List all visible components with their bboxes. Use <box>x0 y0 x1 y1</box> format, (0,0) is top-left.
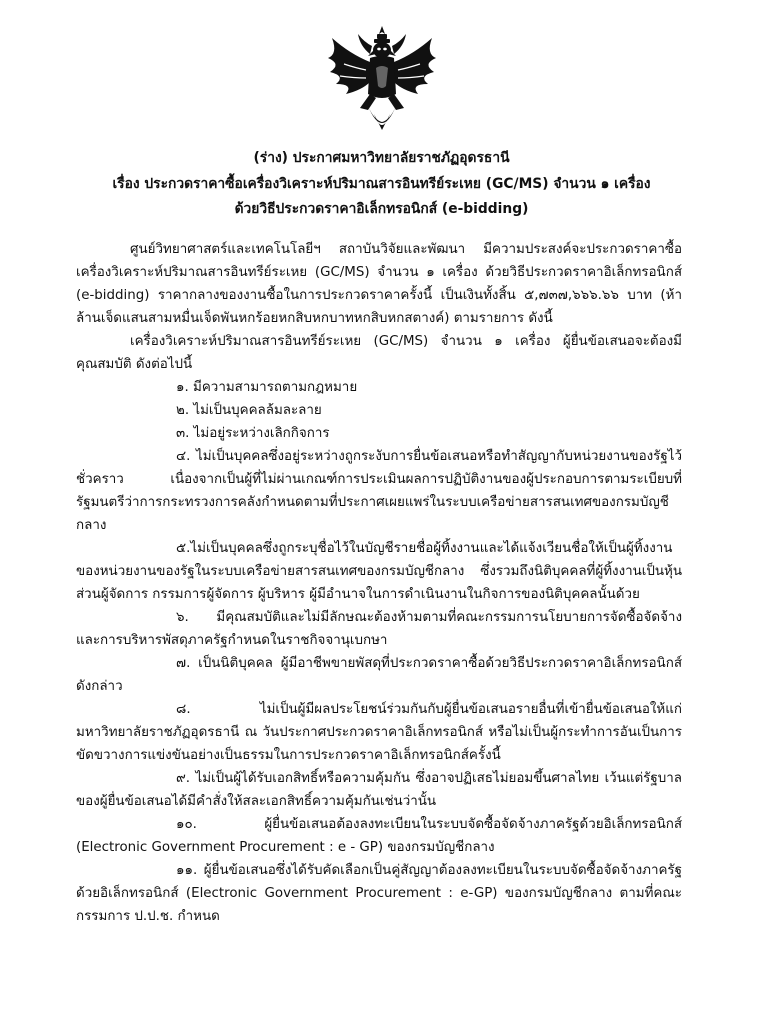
qualification-item-8: ๘. ไม่เป็นผู้มีผลประโยชน์ร่วมกันกับผู้ยื่นข้อเสนอรายอื่นที่เข้ายื่นข้อเสนอให้แก่มหาวิทยาลัยราชภัฏอุดรธานี ณ วันประกาศประกวดราคาอิเล็กทรอนิกส์ หรือไม่เป็นผู้กระทำการอันเป็นการขัดขวางการแข่งขันอย่างเป็นธรรมในการประกวดราคาอิเล็กทรอนิกส์ครั้งนี้ <box>76 702 682 763</box>
qualification-item-2: ๒. ไม่เป็นบุคคลล้มละลาย <box>176 403 322 418</box>
title-line-1: (ร่าง) ประกาศมหาวิทยาลัยราชภัฏอุดรธานี <box>253 150 510 166</box>
qualification-item-5: ๕.ไม่เป็นบุคคลซึ่งถูกระบุชื่อไว้ในบัญชีรายชื่อผู้ทิ้งงานและได้แจ้งเวียนชื่อให้เป็นผู้ทิ้งงานของหน่วยงานของรัฐในระบบเครือข่ายสารสนเทศของกรมบัญชีกลาง ซึ่งรวมถึงนิติบุคคลที่ผู้ทิ้งงานเป็นหุ้นส่วนผู้จัดการ กรรมการผู้จัดการ ผู้บริหาร ผู้มีอำนาจในการดำเนินงานในกิจการของนิติบุคคลนั้นด้วย <box>76 541 682 602</box>
qualification-item-10: ๑๐. ผู้ยื่นข้อเสนอต้องลงทะเบียนในระบบจัดซื้อจัดจ้างภาครัฐด้วยอิเล็กทรอนิกส์ (Electronic Government Procurement : e - GP) ของกรมบัญชีกลาง <box>76 817 682 855</box>
document-body <box>76 238 682 928</box>
qualification-item-7: ๗. เป็นนิติบุคคล ผู้มีอาชีพขายพัสดุที่ประกวดราคาซื้อด้วยวิธีประกวดราคาอิเล็กทรอนิกส์ดังกล่าว <box>76 656 682 694</box>
garuda-emblem-icon <box>324 24 440 140</box>
qualification-item-1: ๑. มีความสามารถตามกฎหมาย <box>176 380 358 395</box>
qualification-item-6: ๖. มีคุณสมบัติและไม่มีลักษณะต้องห้ามตามที่คณะกรรมการนโยบายการจัดซื้อจัดจ้างและการบริหารพัสดุภาครัฐกำหนดในราชกิจจานุเบกษา <box>76 610 682 648</box>
title-line-3: ด้วยวิธีประกวดราคาอิเล็กทรอนิกส์ (e-bidding) <box>234 201 529 217</box>
qualification-item-11: ๑๑. ผู้ยื่นข้อเสนอซึ่งได้รับคัดเลือกเป็นคู่สัญญาต้องลงทะเบียนในระบบจัดซื้อจัดจ้างภาครัฐด้วยอิเล็กทรอนิกส์ (Electronic Government Procurement : e-GP) ของกรมบัญชีกลาง ตามที่คณะกรรมการ ป.ป.ช. กำหนด <box>76 863 682 924</box>
qualification-item-3: ๓. ไม่อยู่ระหว่างเลิกกิจการ <box>176 426 330 441</box>
intro-paragraph: ศูนย์วิทยาศาสตร์และเทคโนโลยีฯ สถาบันวิจัยและพัฒนา มีความประสงค์จะประกวดราคาซื้อเครื่องวิเคราะห์ปริมาณสารอินทรีย์ระเหย (GC/MS) จำนวน ๑ เครื่อง ด้วยวิธีประกวดราคาอิเล็กทรอนิกส์ (e-bidding) ราคากลางของงานซื้อในการประกวดราคาครั้งนี้ เป็นเงินทั้งสิ้น ๕,๗๓๗,๖๖๖.๖๖ บาท (ห้าล้านเจ็ดแสนสามหมื่นเจ็ดพันหกร้อยหกสิบหกบาทหกสิบหกสตางค์) ตามรายการ ดังนี้ <box>76 242 682 326</box>
announcement-title <box>0 146 763 223</box>
qualification-item-4: ๔. ไม่เป็นบุคคลซึ่งอยู่ระหว่างถูกระงับการยื่นข้อเสนอหรือทำสัญญากับหน่วยงานของรัฐไว้ชั่วคราว เนื่องจากเป็นผู้ที่ไม่ผ่านเกณฑ์การประเมินผลการปฏิบัติงานของผู้ประกอบการตามระเบียบที่รัฐมนตรีว่าการกระทรวงการคลังกำหนดตามที่ประกาศเผยแพร่ในระบบเครือข่ายสารสนเทศของกรมบัญชีกลาง <box>76 449 682 533</box>
title-line-2: เรื่อง ประกวดราคาซื้อเครื่องวิเคราะห์ปริมาณสารอินทรีย์ระเหย (GC/MS) จำนวน ๑ เครื่อง <box>112 175 651 192</box>
qualifications-intro: เครื่องวิเคราะห์ปริมาณสารอินทรีย์ระเหย (GC/MS) จำนวน ๑ เครื่อง ผู้ยื่นข้อเสนอจะต้องมีคุณสมบัติ ดังต่อไปนี้ <box>76 334 682 372</box>
qualification-item-9: ๙. ไม่เป็นผู้ได้รับเอกสิทธิ์หรือความคุ้มกัน ซึ่งอาจปฏิเสธไม่ยอมขึ้นศาลไทย เว้นแต่รัฐบาลของผู้ยื่นข้อเสนอได้มีคำสั่งให้สละเอกสิทธิ์ความคุ้มกันเช่นว่านั้น <box>76 771 682 809</box>
